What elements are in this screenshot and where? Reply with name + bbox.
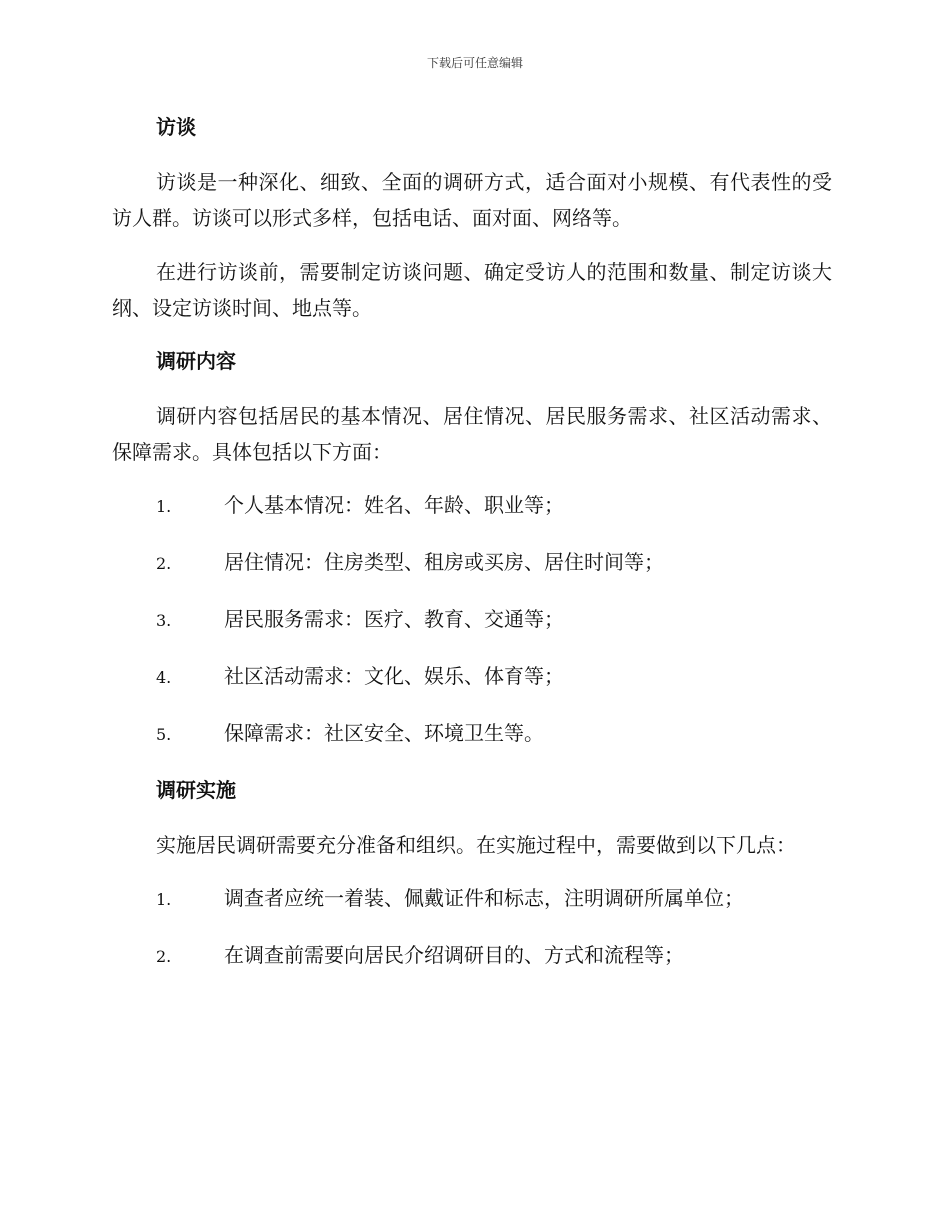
- list-text: 居住情况：住房类型、租房或买房、居住时间等；: [224, 550, 664, 574]
- header-note: 下载后可任意编辑: [426, 56, 523, 70]
- numbered-list: [112, 881, 832, 974]
- paragraph: 实施居民调研需要充分准备和组织。在实施过程中，需要做到以下几点：: [156, 833, 796, 857]
- list-number: 3.: [156, 611, 172, 630]
- list-number: 4.: [156, 668, 172, 687]
- list-text: 在调查前需要向居民介绍调研目的、方式和流程等；: [224, 943, 684, 967]
- list-item: [112, 545, 832, 581]
- paragraph: 调研内容包括居民的基本情况、居住情况、居民服务需求、社区活动需求、保障需求。具体包括以下方面：: [112, 404, 832, 464]
- section-research-content: [112, 344, 832, 752]
- document-body: [112, 110, 832, 995]
- section-interview: [112, 110, 832, 326]
- list-item: [112, 659, 832, 695]
- list-text: 保障需求：社区安全、环境卫生等。: [224, 721, 544, 745]
- list-number: 5.: [156, 725, 172, 744]
- paragraph: 在进行访谈前，需要制定访谈问题、确定受访人的范围和数量、制定访谈大纲、设定访谈时间、地点等。: [112, 260, 832, 320]
- section-heading: 调研实施: [156, 778, 236, 802]
- list-number: 2.: [156, 554, 172, 573]
- paragraph: 访谈是一种深化、细致、全面的调研方式，适合面对小规模、有代表性的受访人群。访谈可以形式多样，包括电话、面对面、网络等。: [112, 170, 832, 230]
- section-heading: 访谈: [156, 115, 196, 139]
- list-item: [112, 881, 832, 917]
- list-text: 个人基本情况：姓名、年龄、职业等；: [224, 493, 564, 517]
- list-text: 居民服务需求：医疗、教育、交通等；: [224, 607, 564, 631]
- list-item: [112, 716, 832, 752]
- list-item: [112, 488, 832, 524]
- list-number: 2.: [156, 947, 172, 966]
- list-text: 社区活动需求：文化、娱乐、体育等；: [224, 664, 564, 688]
- list-number: 1.: [156, 497, 172, 516]
- list-text: 调查者应统一着装、佩戴证件和标志，注明调研所属单位；: [224, 886, 744, 910]
- list-item: [112, 938, 832, 974]
- section-research-implementation: [112, 773, 832, 974]
- section-heading: 调研内容: [156, 349, 236, 373]
- list-number: 1.: [156, 890, 172, 909]
- list-item: [112, 602, 832, 638]
- numbered-list: [112, 488, 832, 752]
